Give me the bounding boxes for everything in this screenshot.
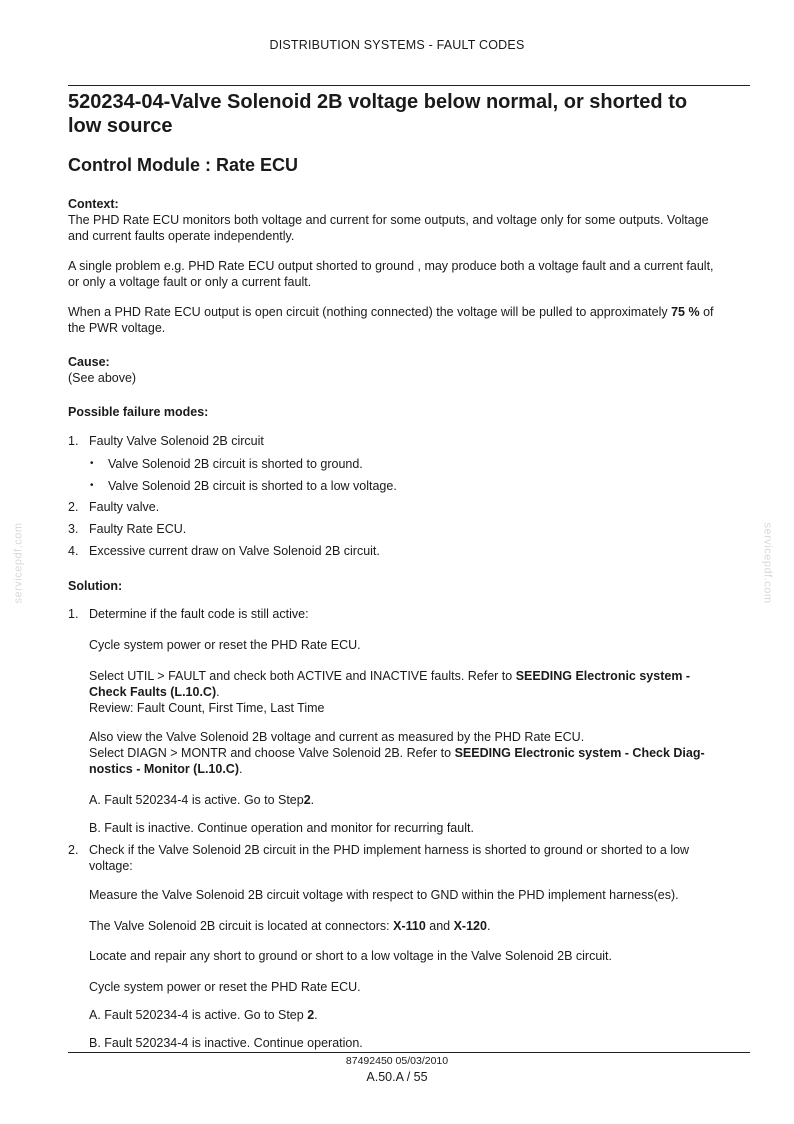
percentage-value: 75 % [671,305,700,319]
list-item: 2. Faulty valve. [68,500,160,514]
cause-label: Cause: [68,355,110,369]
step-1-cycle-text: Cycle system power or reset the PHD Rate ECU. [89,638,361,652]
step-2-cycle-text: Cycle system power or reset the PHD Rate ECU. [89,980,361,994]
bullet-item: • Valve Solenoid 2B circuit is shorted to ground. [90,457,363,471]
title-line-2: low source [68,115,173,137]
page-title [68,90,758,138]
reference-link: SEEDING Electronic system - [515,669,691,683]
bullet-icon: • [90,458,94,469]
step-2-measure-text: Measure the Valve Solenoid 2B circuit voltage with respect to GND within the PHD implement harness(es). [89,888,679,902]
bullet-icon: • [90,480,94,491]
step-2-option-b: B. Fault 520234-4 is inactive. Continue operation. [89,1036,363,1050]
context-paragraph-1: The PHD Rate ECU monitors both voltage and current for some outputs, and voltage only for some outputs. Voltage and current faults operate independently. [68,213,709,243]
context-paragraph-3: When a PHD Rate ECU output is open circuit (nothing connected) the voltage will be pulled to approximately 75 % of the PWR voltage. [68,305,714,335]
header-rule [68,85,750,86]
step-2-option-a: A. Fault 520234-4 is active. Go to Step 2. [89,1008,318,1022]
footer-rule [68,1052,750,1053]
solution-step-1: 1. Determine if the fault code is still active: [68,607,309,621]
page-header: DISTRIBUTION SYSTEMS - FAULT CODES [269,38,525,52]
cause-text: (See above) [68,371,137,385]
title-line-1: 520234-04-Valve Solenoid 2B voltage below normal, or shorted to [68,91,688,113]
context-label: Context: [68,197,119,211]
solution-step-2: 2. Check if the Valve Solenoid 2B circuit in the PHD implement harness is shorted to ground or shorted to a low voltage: [68,843,690,873]
control-module-heading: Control Module : Rate ECU [68,155,298,175]
list-item: 4. Excessive current draw on Valve Solenoid 2B circuit. [68,544,380,558]
reference-link: SEEDING Electronic system - Check Diag- [454,746,705,760]
solution-label: Solution: [68,579,123,593]
list-item: 3. Faulty Rate ECU. [68,522,187,536]
watermark-right: servicepdf.com [761,522,774,604]
bullet-item: • Valve Solenoid 2B circuit is shorted to a low voltage. [90,479,397,493]
failure-modes-label: Possible failure modes: [68,405,209,419]
reference-link: Check Faults (L.10.C) [89,685,217,699]
watermark-left: servicepdf.com [12,522,25,604]
step-1-option-b: B. Fault is inactive. Continue operation and monitor for recurring fault. [89,821,474,835]
step-1-diagn-text: Also view the Valve Solenoid 2B voltage and current as measured by the PHD Rate ECU. Select DIAGN > MONTR and choose Valve Solenoid 2B. Refer to SEEDING Electronic system - Check Diag- nostics - Monitor (L.10.C). [89,730,705,776]
step-1-select-text: Select UTIL > FAULT and check both ACTIVE and INACTIVE faults. Refer to SEEDING Electronic system - Check Faults (L.10.C). Review: Fault Count, First Time, Last Time [89,669,691,715]
step-1-option-a: A. Fault 520234-4 is active. Go to Step2. [89,793,315,807]
list-item: 1. Faulty Valve Solenoid 2B circuit [68,434,264,448]
footer-page-number: A.50.A / 55 [366,1070,428,1084]
context-paragraph-2: A single problem e.g. PHD Rate ECU output shorted to ground , may produce both a voltage fault and a current fault, or only a voltage fault or only a current fault. [68,259,714,289]
footer-doc-number: 87492450 05/03/2010 [345,1055,449,1067]
step-2-locate-text: Locate and repair any short to ground or short to a low voltage in the Valve Solenoid 2B circuit. [89,949,612,963]
reference-link: nostics - Monitor (L.10.C) [89,762,239,776]
connector-label: X-120 [453,919,487,933]
step-2-connectors-text: The Valve Solenoid 2B circuit is located at connectors: X-110 and X-120. [89,919,491,933]
connector-label: X-110 [393,919,426,933]
